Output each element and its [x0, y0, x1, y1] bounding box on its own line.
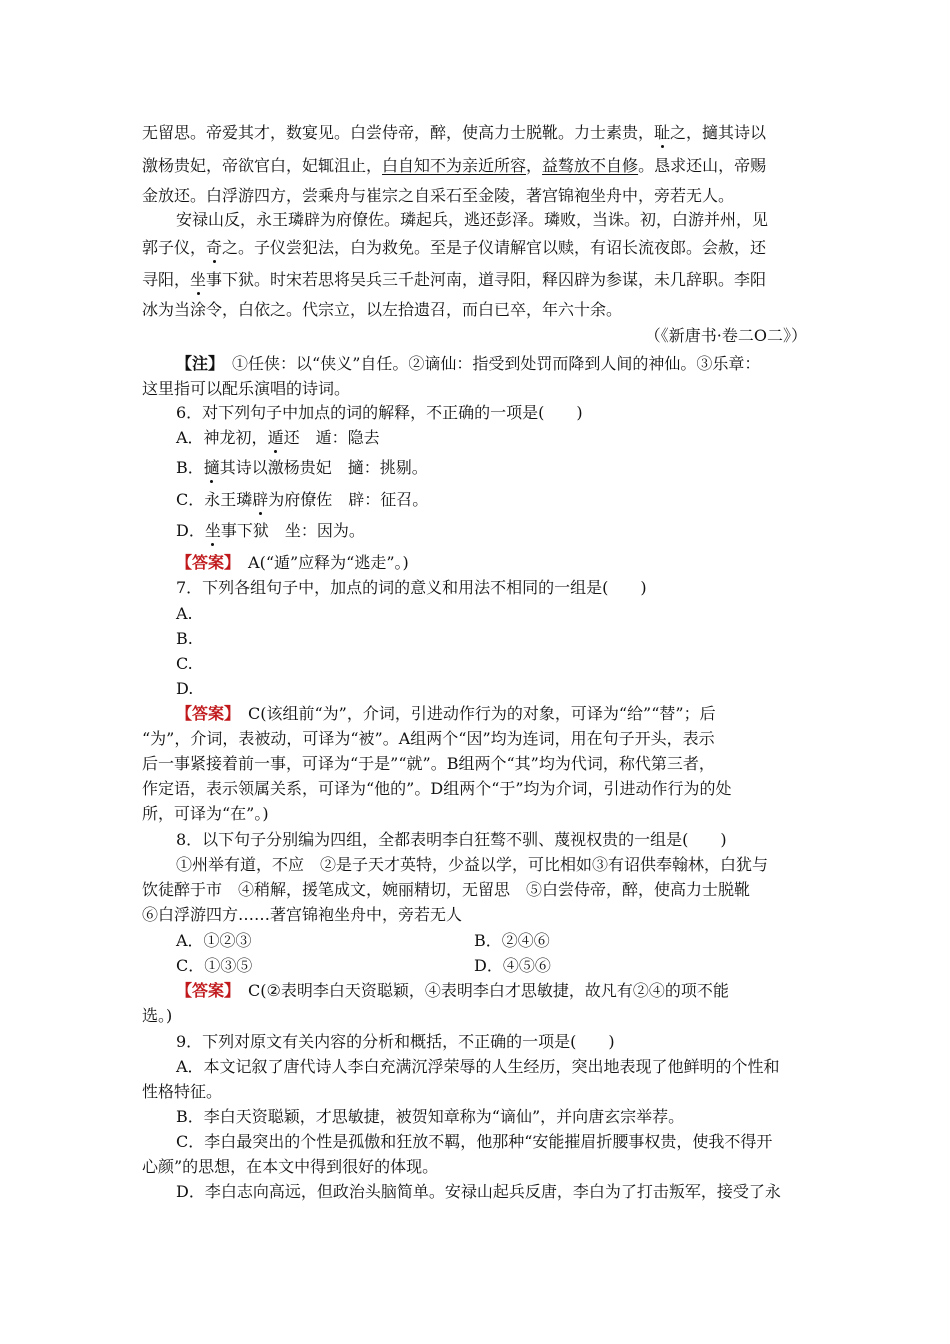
note-line [176, 354, 760, 374]
text-run: C．永王璘 [176, 490, 253, 509]
text-run: 还 遁：隐去 [283, 428, 380, 447]
answer-label: 【答案】 [176, 704, 233, 723]
option-a: A．①②③ [176, 931, 252, 950]
passage-line [142, 156, 766, 176]
option-a: A．本文记叙了唐代诗人李白充满沉浮荣辱的人生经历，突出地表现了他鲜明的个性和 [176, 1057, 780, 1076]
answer-line [176, 704, 716, 724]
text-run: A．神龙初， [176, 428, 268, 447]
answer-text: C(该组前“为”，介词，引进动作行为的对象，可译为“给”“替”；后 [232, 704, 716, 723]
option-a [176, 428, 380, 448]
option-c: C．李白最突出的个性是孤傲和狂放不羁，他那种“安能摧眉折腰事权贵，使我不得开 [176, 1132, 773, 1151]
answer-line: 所，可译为“在”。) [142, 804, 269, 823]
dotted-word: 擿 [203, 458, 220, 477]
question-stem: 6．对下列句子中加点的词的解释，不正确的一项是( ) [176, 403, 583, 422]
option-b: B. [176, 629, 193, 648]
text-run: 其诗以激杨贵妃 擿：挑剔。 [219, 458, 428, 477]
passage-source: （《新唐书·卷二О二》） [644, 326, 807, 345]
passage-line [142, 238, 766, 258]
text-run: 。恳求还山，帝赐 [638, 156, 767, 175]
option-a: A. [176, 604, 193, 623]
dotted-word: 辟 [252, 490, 269, 509]
text-run: D． [176, 521, 205, 540]
option-b: B．李白天资聪颖，才思敏捷，被贺知章称为“谪仙”，并向唐玄宗举荐。 [176, 1107, 685, 1126]
dotted-word: 奇 [206, 238, 223, 257]
dotted-word: 坐 [204, 521, 221, 540]
option-d: D．④⑤⑥ [474, 956, 551, 975]
option-c-cont: 心颜”的思想，在本文中得到很好的体现。 [142, 1157, 439, 1176]
passage-line [142, 270, 766, 290]
text-run: 激杨贵妃，帝欲官白，妃辄沮止， [142, 156, 383, 175]
option-a-cont: 性格特征。 [142, 1082, 223, 1101]
question-stem: 9．下列对原文有关内容的分析和概括，不正确的一项是( ) [176, 1032, 615, 1051]
text-run: 郭子仪， [142, 238, 207, 257]
text-run: 之，擿其诗以 [670, 123, 767, 142]
option-b: B．②④⑥ [474, 931, 550, 950]
option-d: D．李白志向高远，但政治头脑简单。安禄山起兵反唐，李白为了打击叛军，接受了永 [176, 1182, 781, 1201]
answer-label: 【答案】 [176, 981, 233, 1000]
answer-line: “为”，介词，表被动，可译为“被”。A组两个“因”均为连词，用在句子开头，表示 [142, 729, 715, 748]
option-d: D. [176, 679, 194, 698]
note-line: 这里指可以配乐演唱的诗词。 [142, 379, 351, 398]
note-label: 【注】 [176, 354, 217, 373]
text-run: 无留思。帝爱其才，数宴见。白尝侍帝，醉，使高力士脱靴。力士素贵， [142, 123, 655, 142]
option-c: C. [176, 654, 193, 673]
text-run: 之。子仪尝犯法，白为救免。至是子仪请解官以赎，有诏长流夜郎。会赦，还 [222, 238, 767, 257]
text-run: 寻阳， [142, 270, 191, 289]
dotted-word: 遁 [267, 428, 284, 447]
sentence-line: ⑥白浮游四方……著宫锦袍坐舟中，旁若无人 [142, 905, 463, 924]
option-b [176, 458, 428, 478]
answer-line [176, 981, 729, 1001]
text-run: 事下狱。时宋若思将吴兵三千赴河南，道寻阳，释囚辟为参谋，未几辞职。李阳 [206, 270, 767, 289]
underlined-phrase: 白自知不为亲近所容 [382, 156, 527, 175]
passage-line [142, 123, 766, 143]
passage-line: 安禄山反，永王璘辟为府僚佐。璘起兵，逃还彭泽。璘败，当诛。初，白游并州，见 [176, 210, 769, 229]
answer-line: 选。) [142, 1006, 173, 1025]
text-run: 事下狱 坐：因为。 [220, 521, 365, 540]
text-run: B． [176, 458, 204, 477]
text-run: 为府僚佐 辟：征召。 [268, 490, 429, 509]
dotted-word: 坐 [190, 270, 207, 289]
option-c [176, 490, 428, 510]
answer-line: 作定语，表示领属关系，可译为“他的”。D组两个“于”均为介词，引进动作行为的处 [142, 779, 732, 798]
answer-line [176, 553, 409, 573]
text-run: ， [526, 156, 543, 175]
option-c: C．①③⑤ [176, 956, 253, 975]
sentence-line: ①州举有道，不应 ②是子天才英特，少益以学，可比相如③有诏供奉翰林，白犹与 [176, 855, 769, 874]
question-stem: 8．以下句子分别编为四组，全都表明李白狂骜不驯、蔑视权贵的一组是( ) [176, 830, 727, 849]
answer-text: C(②表明李白天资聪颖，④表明李白才思敏捷，故凡有②④的项不能 [232, 981, 729, 1000]
underlined-phrase: 益骜放不自修 [542, 156, 639, 175]
sentence-line: 饮徒醉于市 ④稍解，援笔成文，婉丽精切，无留思 ⑤白尝侍帝，醉，使高力士脱靴 [142, 880, 751, 899]
answer-line: 后一事紧接着前一事，可译为“于是”“就”。B组两个“其”均为代词，称代第三者， [142, 754, 715, 773]
question-stem: 7．下列各组句子中，加点的词的意义和用法不相同的一组是( ) [176, 578, 647, 597]
dotted-word: 耻 [654, 123, 671, 142]
passage-line: 金放还。白浮游四方，尝乘舟与崔宗之自采石至金陵，著宫锦袍坐舟中，旁若无人。 [142, 186, 735, 205]
passage-line: 冰为当涂令，白依之。代宗立，以左拾遗召，而白已卒，年六十余。 [142, 300, 623, 319]
answer-label: 【答案】 [176, 553, 233, 572]
answer-text: A(“遁”应释为“逃走”。) [232, 553, 409, 572]
text-run: ①任侠：以“侠义”自任。②谪仙：指受到处罚而降到人间的神仙。③乐章： [216, 354, 761, 373]
option-d [176, 521, 365, 541]
